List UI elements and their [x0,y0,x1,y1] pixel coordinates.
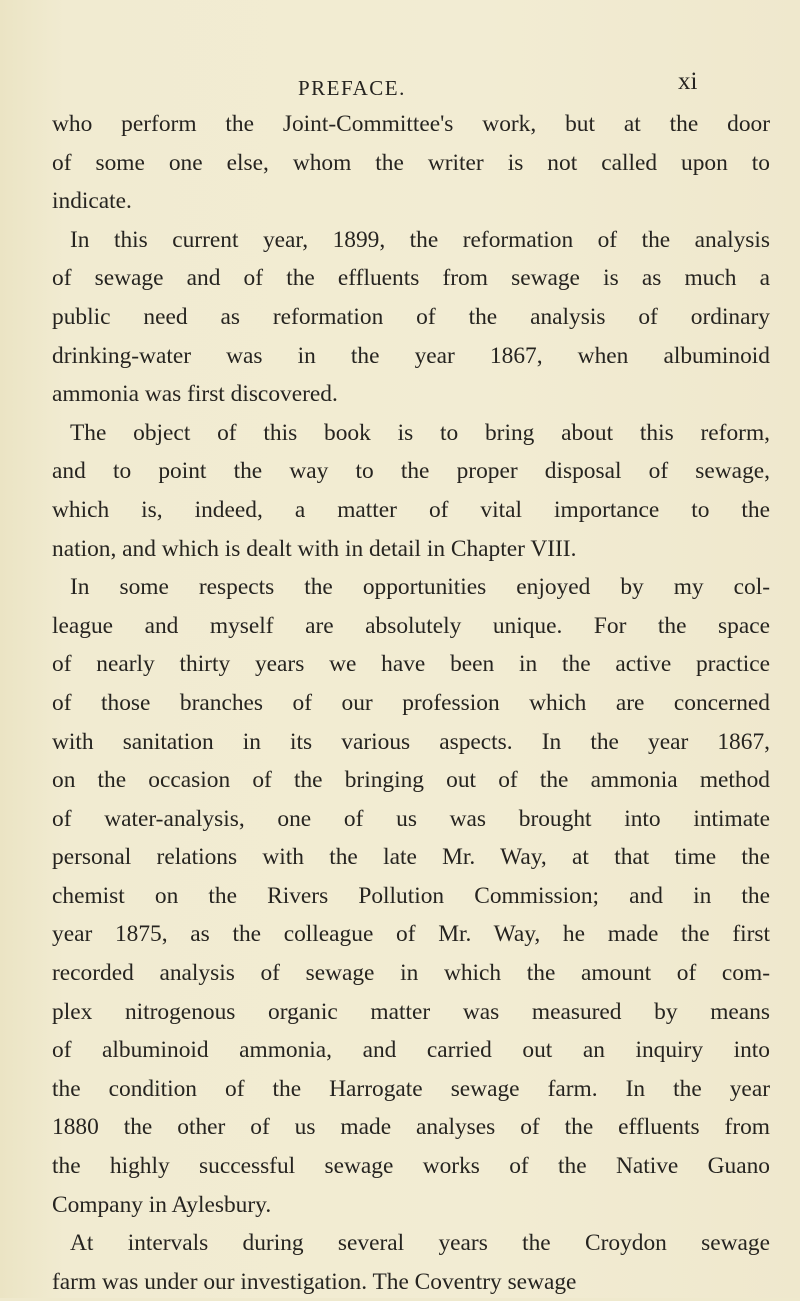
text-line: chemist on the Rivers Pollution Commission; and in the [52,882,770,909]
text-line: farm was under our investigation. The Coventry sewage [52,1268,577,1295]
text-line: public need as reformation of the analysis of ordinary [52,303,770,330]
body-text [52,105,770,1301]
text-line: At intervals during several years the Croydon sewage [70,1230,770,1257]
text-line: indicate. [52,188,132,215]
text-line: year 1875, as the colleague of Mr. Way, he made the first [52,921,770,948]
text-line: recorded analysis of sewage in which the amount of com- [52,960,770,987]
text-line: and to point the way to the proper disposal of sewage, [52,458,770,485]
text-line: 1880 the other of us made analyses of the effluents from [52,1114,770,1141]
text-line: the condition of the Harrogate sewage farm. In the year [52,1075,770,1102]
text-line: who perform the Joint-Committee's work, but at the door [52,111,770,137]
text-line: nation, and which is dealt with in detail in Chapter VIII. [52,535,577,562]
running-head [0,64,800,104]
text-line: of some one else, whom the writer is not called upon to [52,149,770,176]
text-line: on the occasion of the bringing out of the ammonia method [52,767,770,794]
text-line: of nearly thirty years we have been in the active practice [52,651,770,678]
text-line: ammonia was first discovered. [52,381,338,408]
text-line: with sanitation in its various aspects. In the year 1867, [52,728,770,755]
text-line: In this current year, 1899, the reformation of the analysis [70,226,770,253]
page-number: xi [678,68,698,95]
text-line: In some respects the opportunities enjoyed by my col- [70,574,770,601]
running-head-title: PREFACE. [298,76,406,100]
text-line: Company in Aylesbury. [52,1191,272,1218]
text-line: The object of this book is to bring about this reform, [70,419,770,446]
text-line: league and myself are absolutely unique. For the space [52,612,770,639]
text-line: personal relations with the late Mr. Way, at that time the [52,844,770,871]
text-line: of water-analysis, one of us was brought into intimate [52,805,770,832]
text-line: drinking-water was in the year 1867, when albuminoid [52,342,770,369]
text-line: of sewage and of the effluents from sewage is as much a [52,265,770,292]
text-line: plex nitrogenous organic matter was measured by means [52,998,770,1025]
text-line: of those branches of our profession which are concerned [52,689,770,716]
text-line: the highly successful sewage works of the Native Guano [52,1153,770,1180]
text-line: of albuminoid ammonia, and carried out an inquiry into [52,1037,770,1064]
text-line: which is, indeed, a matter of vital importance to the [52,496,770,523]
